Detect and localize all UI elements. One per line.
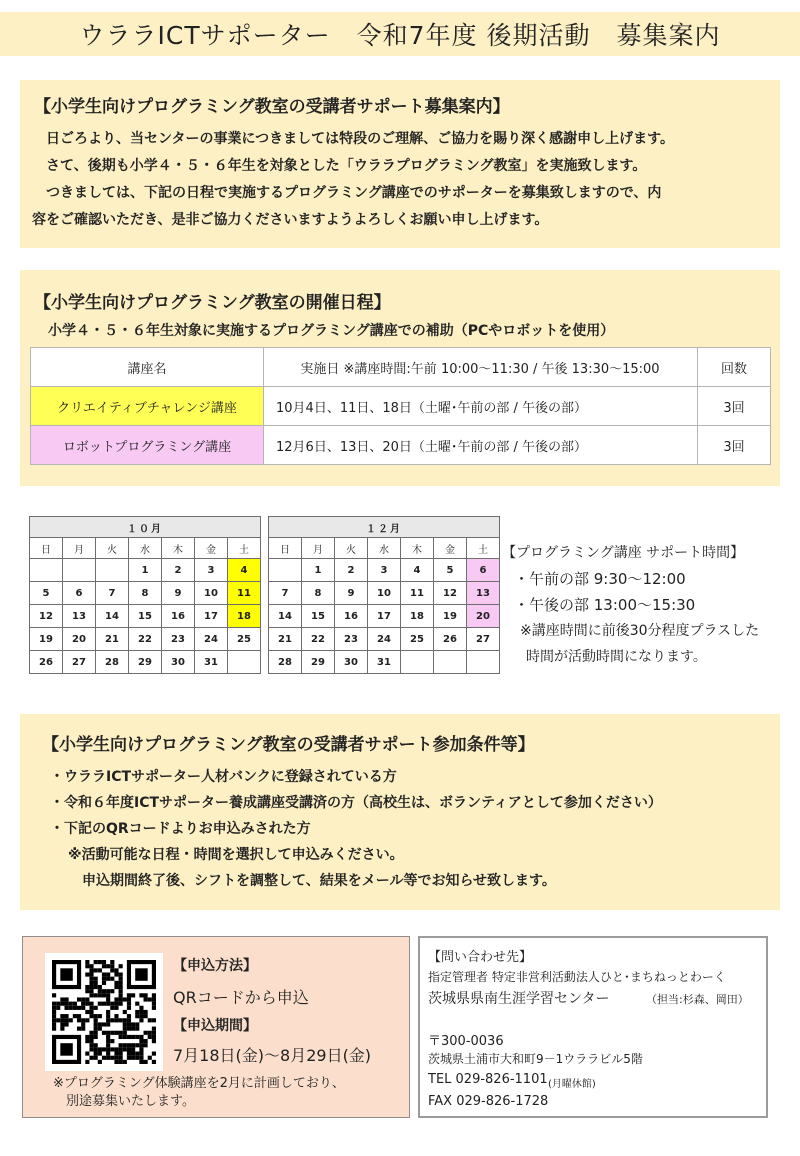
apply-method-label: 【申込方法】	[173, 958, 257, 974]
col-dates: 実施日 ※講座時間:午前 10:00～11:30 / 午後 13:30～15:00	[264, 348, 698, 387]
calendar-day: 17	[368, 605, 401, 628]
calendar-day: 3	[368, 559, 401, 582]
support-time-am: ・午前の部 9:30～12:00	[514, 570, 686, 588]
calendar-weekday: 水	[368, 538, 401, 559]
calendar-day: 5	[434, 559, 467, 582]
conditions-list	[50, 764, 662, 894]
calendar-day: 31	[195, 651, 228, 674]
calendar-week	[269, 651, 500, 674]
calendar-weekday-row	[269, 538, 500, 559]
conditions-note: ※活動可能な日程・時間を選択して申込みください。	[54, 847, 404, 863]
calendar-december	[268, 516, 500, 674]
calendar-day: 24	[368, 628, 401, 651]
calendar-day: 6	[63, 582, 96, 605]
calendar-day: 6	[467, 559, 500, 582]
page-title: ウララICTサポーター 令和7年度 後期活動 募集案内	[0, 12, 800, 56]
support-time-heading: 【プログラミング講座 サポート時間】	[502, 545, 745, 561]
intro-line: さて、後期も小学４・５・６年生を対象とした「ウララプログラミング教室」を実施致します。	[32, 158, 647, 174]
col-course-name: 講座名	[31, 348, 264, 387]
intro-paragraph	[32, 126, 774, 234]
calendar-day: 21	[96, 628, 129, 651]
calendar-day: 23	[335, 628, 368, 651]
calendar-empty-cell	[269, 559, 302, 582]
calendar-day: 11	[401, 582, 434, 605]
contact-org: 指定管理者 特定非営利活動法人ひと･まちねっとわーく	[428, 970, 726, 984]
schedule-table	[30, 347, 771, 465]
contact-tel[interactable]: TEL 029-826-1101	[428, 1072, 548, 1087]
calendar-day: 12	[30, 605, 63, 628]
calendar-month-row	[269, 517, 500, 538]
calendar-day: 14	[269, 605, 302, 628]
calendar-day: 12	[434, 582, 467, 605]
calendar-day: 25	[401, 628, 434, 651]
calendar-day: 7	[96, 582, 129, 605]
calendar-day: 1	[302, 559, 335, 582]
support-time-info	[502, 540, 760, 670]
conditions-section	[20, 714, 780, 910]
calendar-weekday: 木	[162, 538, 195, 559]
calendar-weekday: 木	[401, 538, 434, 559]
calendar-day: 21	[269, 628, 302, 651]
calendar-weekday: 火	[335, 538, 368, 559]
calendar-day: 4	[228, 559, 261, 582]
calendar-day: 10	[195, 582, 228, 605]
calendar-day: 24	[195, 628, 228, 651]
calendar-empty-cell	[96, 559, 129, 582]
course-name: ロボットプログラミング講座	[31, 426, 264, 465]
calendar-weekday: 金	[434, 538, 467, 559]
calendar-day: 18	[401, 605, 434, 628]
calendar-day: 17	[195, 605, 228, 628]
schedule-section	[20, 270, 780, 486]
calendar-week	[30, 605, 261, 628]
support-time-pm: ・午後の部 13:00～15:30	[514, 596, 696, 614]
course-dates: 12月6日、13日、20日（土曜･午前の部 / 午後の部）	[264, 426, 698, 465]
schedule-heading: 【小学生向けプログラミング教室の開催日程】	[34, 293, 391, 313]
col-count: 回数	[698, 348, 771, 387]
calendar-weekday: 日	[269, 538, 302, 559]
calendar-day: 26	[30, 651, 63, 674]
calendar-day: 29	[302, 651, 335, 674]
course-count: 3回	[698, 426, 771, 465]
calendar-empty-cell	[434, 651, 467, 674]
list-item: ・下記のQRコードよりお申込みされた方	[50, 821, 311, 837]
calendar-month-label: １２月	[269, 517, 500, 538]
calendar-weekday: 日	[30, 538, 63, 559]
calendar-week	[30, 651, 261, 674]
contact-fax: FAX 029-826-1728	[428, 1094, 549, 1109]
apply-note-line: 別途募集いたします。	[53, 1094, 195, 1109]
calendar-october	[29, 516, 261, 674]
conditions-note: 申込期間終了後、シフトを調整して、結果をメール等でお知らせ致します。	[54, 873, 556, 889]
calendar-weekday: 土	[228, 538, 261, 559]
contact-tel-note: (月曜休館)	[548, 1079, 596, 1090]
calendar-day: 23	[162, 628, 195, 651]
calendar-weekday: 水	[129, 538, 162, 559]
apply-box	[22, 936, 410, 1118]
calendar-day: 9	[162, 582, 195, 605]
conditions-heading: 【小学生向けプログラミング教室の受講者サポート参加条件等】	[42, 735, 535, 755]
calendar-day: 27	[467, 628, 500, 651]
calendar-day: 20	[467, 605, 500, 628]
calendar-day: 19	[30, 628, 63, 651]
calendar-day: 31	[368, 651, 401, 674]
calendar-day: 10	[368, 582, 401, 605]
calendar-day: 28	[96, 651, 129, 674]
intro-heading: 【小学生向けプログラミング教室の受講者サポート募集案内】	[34, 97, 510, 117]
course-count: 3回	[698, 387, 771, 426]
calendar-day: 18	[228, 605, 261, 628]
calendar-day: 27	[63, 651, 96, 674]
calendar-week	[30, 628, 261, 651]
apply-note-line: ※プログラミング体験講座を2月に計画しており、	[53, 1076, 345, 1091]
calendar-week	[30, 582, 261, 605]
calendar-day: 29	[129, 651, 162, 674]
calendar-weekday: 火	[96, 538, 129, 559]
calendar-day: 11	[228, 582, 261, 605]
calendar-day: 3	[195, 559, 228, 582]
intro-line: 容をご確認いただき、是非ご協力くださいますようよろしくお願い申し上げます。	[32, 212, 549, 228]
calendar-day: 16	[162, 605, 195, 628]
table-row	[31, 426, 771, 465]
calendar-week	[269, 605, 500, 628]
qr-code-image	[52, 960, 156, 1064]
calendar-day: 22	[302, 628, 335, 651]
intro-line: 日ごろより、当センターの事業につきましては特段のご理解、ご協力を賜り深く感謝申し上げます。	[32, 131, 675, 147]
list-item: ・ウララICTサポーター人材バンクに登録されている方	[50, 769, 397, 785]
calendar-day: 2	[335, 559, 368, 582]
calendar-weekday: 月	[63, 538, 96, 559]
support-time-note: ※講座時間に前後30分程度プラスした	[520, 623, 760, 639]
calendar-weekday: 土	[467, 538, 500, 559]
contact-center: 茨城県県南生涯学習センター	[428, 991, 610, 1007]
calendar-month-row	[30, 517, 261, 538]
calendar-week	[30, 559, 261, 582]
calendar-day: 13	[467, 582, 500, 605]
apply-period-label: 【申込期間】	[173, 1018, 257, 1034]
contact-postal: 〒300-0036	[428, 1034, 504, 1049]
calendar-day: 9	[335, 582, 368, 605]
calendar-day: 30	[162, 651, 195, 674]
contact-address: 茨城県土浦市大和町9－1ウララビル5階	[428, 1052, 643, 1066]
calendar-weekday-row	[30, 538, 261, 559]
calendar-day: 28	[269, 651, 302, 674]
calendar-week	[269, 582, 500, 605]
table-row	[31, 387, 771, 426]
calendar-day: 8	[129, 582, 162, 605]
calendar-empty-cell	[30, 559, 63, 582]
calendar-day: 14	[96, 605, 129, 628]
calendar-day: 1	[129, 559, 162, 582]
calendar-weekday: 金	[195, 538, 228, 559]
calendar-weekday: 月	[302, 538, 335, 559]
calendar-day: 5	[30, 582, 63, 605]
calendar-week	[269, 559, 500, 582]
support-time-note: 時間が活動時間になります。	[526, 649, 707, 665]
contact-box	[418, 936, 768, 1118]
apply-note	[53, 1075, 345, 1111]
calendar-empty-cell	[467, 651, 500, 674]
calendar-day: 8	[302, 582, 335, 605]
calendar-day: 15	[302, 605, 335, 628]
calendar-day: 19	[434, 605, 467, 628]
calendar-empty-cell	[228, 651, 261, 674]
course-dates: 10月4日、11日、18日（土曜･午前の部 / 午後の部）	[264, 387, 698, 426]
calendar-day: 7	[269, 582, 302, 605]
apply-method: QRコードから申込	[173, 988, 309, 1007]
calendar-day: 16	[335, 605, 368, 628]
calendar-day: 26	[434, 628, 467, 651]
intro-section	[20, 80, 780, 248]
calendar-month-label: １０月	[30, 517, 261, 538]
contact-heading: 【問い合わせ先】	[428, 950, 533, 965]
list-item: ・令和６年度ICTサポーター養成講座受講済の方（高校生は、ボランティアとして参加ください）	[50, 795, 662, 811]
calendar-day: 13	[63, 605, 96, 628]
calendar-week	[269, 628, 500, 651]
calendar-empty-cell	[401, 651, 434, 674]
apply-period: 7月18日(金)～8月29日(金)	[173, 1046, 372, 1065]
calendar-day: 20	[63, 628, 96, 651]
qr-code[interactable]	[45, 953, 163, 1071]
calendar-day: 4	[401, 559, 434, 582]
calendar-day: 25	[228, 628, 261, 651]
schedule-subtitle: 小学４・５・６年生対象に実施するプログラミング講座での補助（PCやロボットを使用）	[48, 323, 615, 339]
course-name: クリエイティブチャレンジ講座	[31, 387, 264, 426]
calendar-empty-cell	[63, 559, 96, 582]
calendar-day: 30	[335, 651, 368, 674]
contact-staff: （担当:杉森、岡田）	[646, 993, 749, 1006]
calendar-day: 2	[162, 559, 195, 582]
calendar-day: 22	[129, 628, 162, 651]
schedule-header-row	[31, 348, 771, 387]
intro-line: つきましては、下記の日程で実施するプログラミング講座でのサポーターを募集致しますので、内	[32, 185, 662, 201]
calendar-day: 15	[129, 605, 162, 628]
